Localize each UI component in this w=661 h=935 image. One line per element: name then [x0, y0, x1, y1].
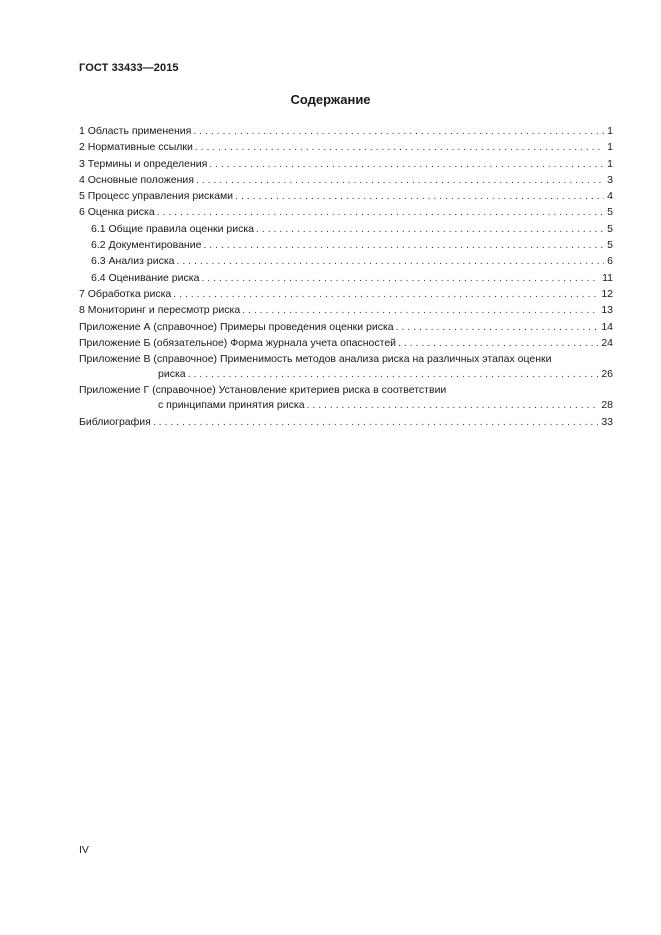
dot-leader — [173, 286, 598, 302]
toc-subentry[interactable] — [79, 270, 613, 286]
dot-leader — [242, 302, 598, 318]
dot-leader — [256, 221, 604, 237]
toc-entry-page: 1 — [607, 157, 613, 170]
toc-entry-page: 26 — [601, 368, 613, 381]
toc-entry[interactable] — [79, 319, 613, 335]
toc-entry-label: 6.2 Документирование — [91, 239, 202, 252]
toc-entry-page: 14 — [601, 320, 613, 333]
toc-entry[interactable] — [79, 123, 613, 139]
toc-entry-page: 28 — [601, 399, 613, 412]
toc-entry-page: 1 — [607, 125, 613, 137]
toc-entry-page: 5 — [607, 239, 613, 252]
toc-entry-label: 7 Обработка риска — [79, 287, 172, 300]
toc-entry-page: 3 — [607, 173, 613, 186]
toc-subentry[interactable] — [79, 237, 613, 253]
toc-entry[interactable] — [79, 188, 613, 204]
toc-entry-label-continuation: с принципами принятия риска — [158, 399, 305, 412]
toc-entry-label-continuation: риска — [158, 368, 186, 381]
toc-entry[interactable] — [79, 286, 613, 302]
toc-entry[interactable] — [79, 302, 613, 318]
toc-entry-label: 6.1 Общие правила оценки риска — [91, 222, 255, 235]
dot-leader — [201, 270, 599, 286]
toc-entry[interactable] — [79, 335, 613, 351]
dot-leader — [193, 123, 604, 139]
toc-entry-page: 33 — [601, 415, 613, 428]
toc-entry-label: 6.3 Анализ риска — [91, 255, 175, 268]
toc-entry-page: 24 — [601, 336, 613, 349]
toc-entry-label: 4 Основные положения — [79, 173, 194, 186]
dot-leader — [203, 237, 604, 253]
toc-entry-page: 5 — [607, 206, 613, 219]
dot-leader — [307, 397, 599, 413]
toc-entry-page: 5 — [607, 222, 613, 235]
page-number: IV — [79, 844, 89, 856]
dot-leader — [195, 139, 604, 155]
toc-entry[interactable] — [79, 204, 613, 220]
toc-entry-label: 5 Процесс управления рисками — [79, 190, 234, 203]
toc-entry-page: 4 — [607, 190, 613, 203]
dot-leader — [209, 156, 604, 172]
toc-entry-label: Приложение Б (обязательное) Форма журнала учета опасностей — [79, 336, 397, 349]
dot-leader — [396, 319, 599, 335]
toc-entry-page: 1 — [607, 141, 613, 154]
toc-entry-continuation[interactable] — [79, 397, 613, 413]
toc-entry[interactable] — [79, 139, 613, 155]
toc-entry[interactable] — [79, 156, 613, 172]
toc-entry-page: 12 — [601, 287, 613, 300]
toc-entry-label: 3 Термины и определения — [79, 157, 208, 170]
page-title: Содержание — [290, 92, 371, 107]
toc-subentry[interactable] — [79, 253, 613, 269]
toc-entry-label: 6.4 Оценивание риска — [91, 271, 200, 284]
toc-entry-page: 11 — [602, 271, 613, 284]
toc-entry-label: Приложение Г (справочное) Установление критериев риска в соответствии — [79, 384, 447, 397]
toc-subentry[interactable] — [79, 221, 613, 237]
toc-entry-label: Приложение В (справочное) Применимость методов анализа риска на различных этапах оценки — [79, 353, 552, 366]
toc-entry-label: Библиография — [79, 415, 151, 428]
toc-entry-continuation[interactable] — [79, 366, 613, 382]
dot-leader — [153, 414, 598, 430]
toc-entry[interactable] — [79, 172, 613, 188]
dot-leader — [398, 335, 598, 351]
toc-entry-page: 13 — [601, 304, 613, 317]
dot-leader — [177, 253, 605, 269]
table-of-contents — [79, 123, 613, 430]
toc-entry-label: 2 Нормативные ссылки — [79, 141, 193, 154]
dot-leader — [196, 172, 604, 188]
toc-entry[interactable] — [79, 382, 613, 397]
dot-leader — [157, 204, 604, 220]
toc-entry-label: 1 Область применения — [79, 125, 192, 137]
dot-leader — [188, 366, 599, 382]
document-header: ГОСТ 33433—2015 — [79, 62, 179, 74]
toc-entry[interactable] — [79, 351, 613, 366]
toc-entry-label: 6 Оценка риска — [79, 206, 155, 219]
toc-entry[interactable] — [79, 414, 613, 430]
dot-leader — [235, 188, 604, 204]
toc-entry-page: 6 — [607, 255, 613, 268]
toc-entry-label: 8 Мониторинг и пересмотр риска — [79, 304, 241, 317]
toc-entry-label: Приложение А (справочное) Примеры проведения оценки риска — [79, 320, 394, 333]
